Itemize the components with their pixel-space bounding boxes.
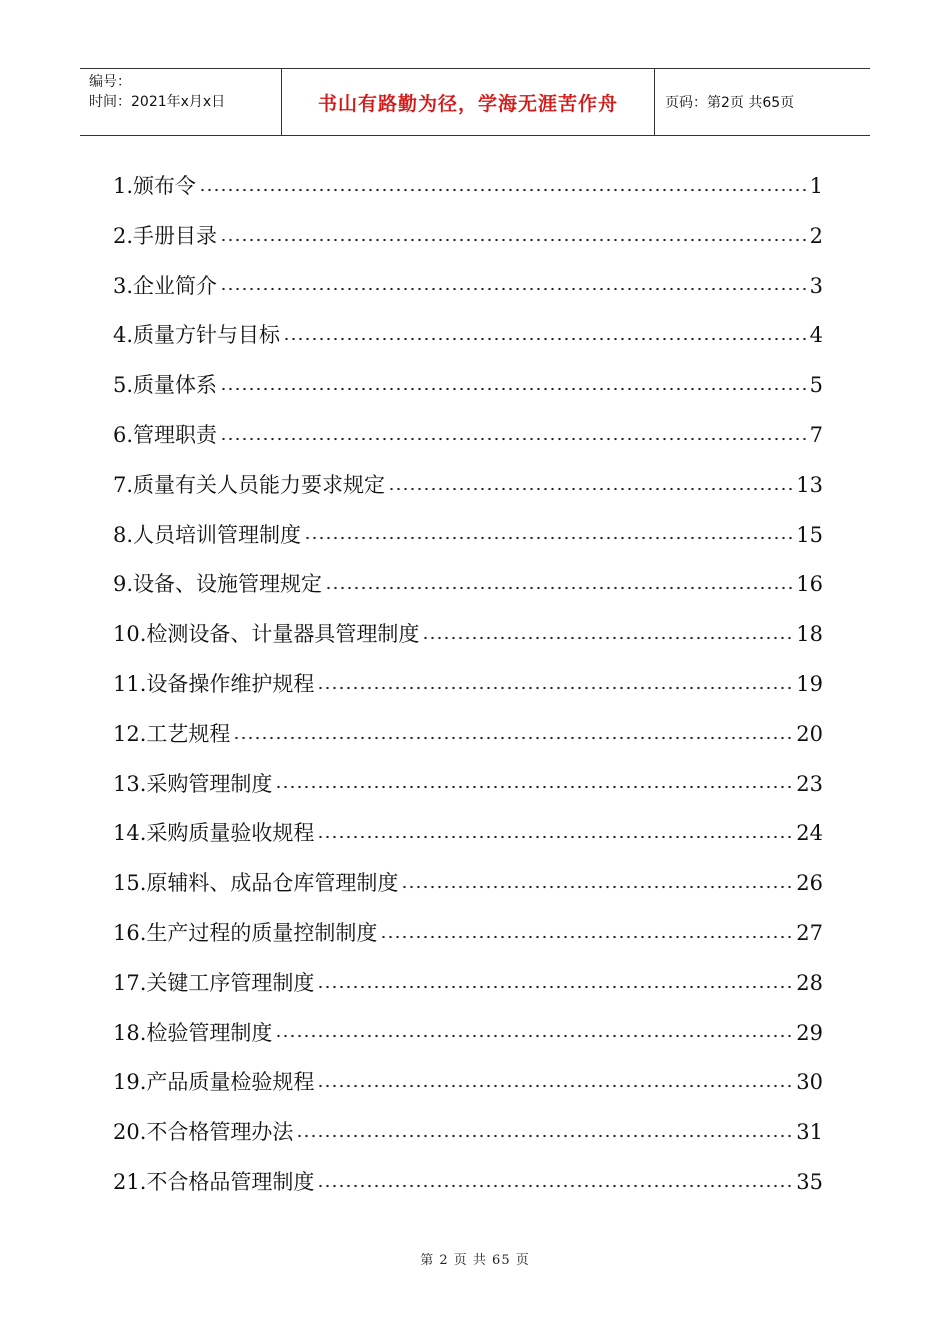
toc-entry-title: 10.检测设备、计量器具管理制度: [113, 622, 420, 647]
toc-dot-leader: [275, 1034, 793, 1038]
toc-entry[interactable]: [113, 511, 823, 561]
toc-dot-leader: [317, 985, 793, 989]
table-of-contents: [113, 162, 823, 1208]
toc-entry-title: 21.不合格品管理制度: [113, 1169, 315, 1194]
toc-dot-leader: [220, 238, 807, 242]
toc-entry[interactable]: [113, 909, 823, 959]
toc-entry-title: 12.工艺规程: [113, 721, 231, 746]
toc-entry-page-number: 29: [796, 1020, 823, 1045]
toc-entry-title: 18.检验管理制度: [113, 1020, 273, 1045]
toc-entry[interactable]: [113, 461, 823, 511]
toc-entry-title: 13.采购管理制度: [113, 771, 273, 796]
toc-entry-page-number: 26: [796, 871, 823, 896]
toc-dot-leader: [220, 387, 807, 391]
toc-entry-page-number: 3: [809, 273, 823, 298]
toc-entry-title: 2.手册目录: [113, 223, 218, 248]
toc-entry-page-number: 2: [809, 223, 823, 248]
toc-entry-title: 7.质量有关人员能力要求规定: [113, 472, 386, 497]
toc-entry[interactable]: [113, 162, 823, 212]
toc-dot-leader: [317, 686, 793, 690]
toc-entry[interactable]: [113, 1158, 823, 1208]
toc-entry[interactable]: [113, 859, 823, 909]
toc-entry-title: 8.人员培训管理制度: [113, 522, 302, 547]
toc-dot-leader: [380, 935, 793, 939]
toc-entry[interactable]: [113, 610, 823, 660]
toc-dot-leader: [388, 487, 793, 491]
toc-entry-title: 20.不合格管理办法: [113, 1120, 294, 1145]
toc-entry-page-number: 30: [796, 1070, 823, 1095]
header-meta: [80, 69, 282, 135]
toc-entry[interactable]: [113, 311, 823, 361]
toc-dot-leader: [199, 188, 807, 192]
toc-dot-leader: [296, 1134, 793, 1138]
toc-dot-leader: [317, 1084, 793, 1088]
toc-entry[interactable]: [113, 710, 823, 760]
toc-entry[interactable]: [113, 1108, 823, 1158]
toc-entry[interactable]: [113, 760, 823, 810]
toc-entry[interactable]: [113, 809, 823, 859]
toc-entry-title: 19.产品质量检验规程: [113, 1070, 315, 1095]
toc-entry-title: 17.关键工序管理制度: [113, 970, 315, 995]
toc-dot-leader: [325, 586, 793, 590]
toc-entry-page-number: 23: [796, 771, 823, 796]
toc-entry-page-number: 13: [796, 472, 823, 497]
toc-dot-leader: [220, 287, 807, 291]
toc-dot-leader: [304, 536, 793, 540]
toc-entry[interactable]: [113, 1009, 823, 1059]
toc-entry-page-number: 18: [796, 622, 823, 647]
toc-entry-page-number: 4: [809, 323, 823, 348]
toc-entry[interactable]: [113, 411, 823, 461]
toc-entry-title: 9.设备、设施管理规定: [113, 572, 323, 597]
toc-entry-page-number: 31: [796, 1120, 823, 1145]
toc-entry[interactable]: [113, 660, 823, 710]
toc-entry[interactable]: [113, 560, 823, 610]
toc-entry-title: 3.企业简介: [113, 273, 218, 298]
toc-entry[interactable]: [113, 212, 823, 262]
header-motto: 书山有路勤为径，学海无涯苦作舟: [282, 69, 655, 135]
header-page-info: 页码：第2页 共65页: [665, 95, 795, 111]
toc-dot-leader: [275, 785, 793, 789]
toc-entry-page-number: 15: [796, 522, 823, 547]
toc-entry[interactable]: [113, 1058, 823, 1108]
toc-entry-page-number: 24: [796, 821, 823, 846]
toc-entry-page-number: 16: [796, 572, 823, 597]
toc-dot-leader: [422, 636, 793, 640]
toc-entry-page-number: 19: [796, 671, 823, 696]
toc-entry-title: 1.颁布令: [113, 174, 197, 198]
page-footer: 第 2 页 共 65 页: [420, 1253, 530, 1268]
toc-entry-title: 5.质量体系: [113, 373, 218, 398]
toc-entry-title: 6.管理职责: [113, 422, 218, 447]
toc-dot-leader: [317, 835, 793, 839]
toc-entry-title: 14.采购质量验收规程: [113, 821, 315, 846]
toc-entry-page-number: 5: [809, 373, 823, 398]
toc-dot-leader: [401, 885, 793, 889]
toc-entry[interactable]: [113, 361, 823, 411]
toc-entry[interactable]: [113, 959, 823, 1009]
toc-entry-title: 11.设备操作维护规程: [113, 671, 315, 696]
toc-entry[interactable]: [113, 262, 823, 312]
toc-entry-title: 4.质量方针与目标: [113, 323, 281, 348]
toc-entry-page-number: 1: [809, 174, 823, 198]
toc-entry-page-number: 27: [796, 920, 823, 945]
toc-entry-page-number: 35: [796, 1169, 823, 1194]
toc-entry-title: 16.生产过程的质量控制制度: [113, 920, 378, 945]
toc-dot-leader: [317, 1184, 793, 1188]
toc-dot-leader: [233, 736, 793, 740]
document-header: [80, 68, 870, 136]
toc-dot-leader: [220, 437, 807, 441]
toc-dot-leader: [283, 337, 807, 341]
toc-entry-page-number: 28: [796, 970, 823, 995]
toc-entry-title: 15.原辅料、成品仓库管理制度: [113, 871, 399, 896]
document-number-label: 编号：: [89, 74, 131, 90]
document-time-label: 时间：2021年x月x日: [89, 94, 226, 110]
toc-entry-page-number: 7: [809, 422, 823, 447]
toc-entry-page-number: 20: [796, 721, 823, 746]
